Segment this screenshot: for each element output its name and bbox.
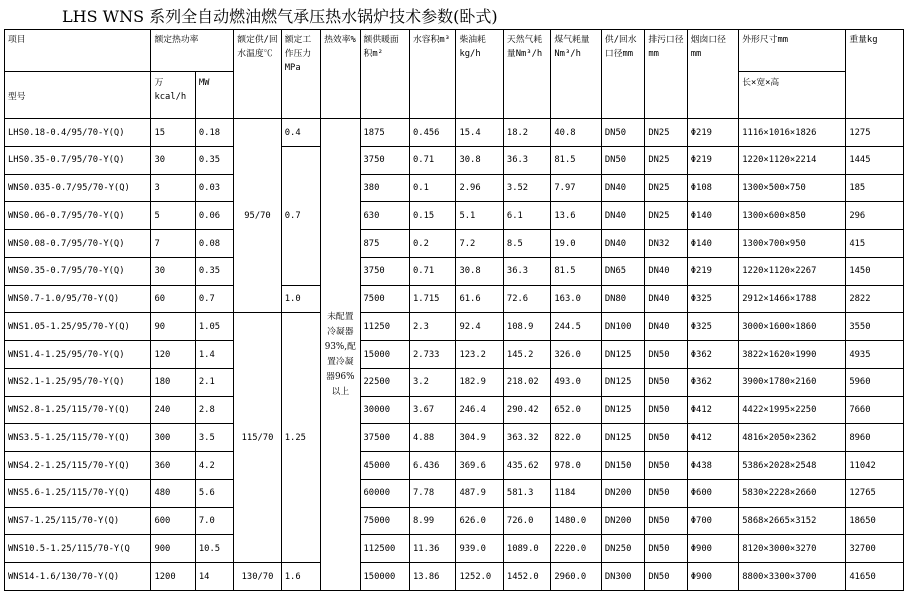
cell-wan: 15: [151, 119, 195, 147]
cell-flue: Φ219: [687, 146, 739, 174]
cell-wt: 1275: [846, 119, 904, 147]
cell-io: DN50: [601, 146, 644, 174]
cell-mw: 0.08: [195, 230, 233, 258]
cell-pressure: 1.25: [281, 313, 320, 563]
table-row: [5, 368, 904, 396]
cell-cg: 493.0: [551, 368, 602, 396]
cell-area: 150000: [360, 563, 409, 591]
cell-supply-temp: 95/70: [234, 119, 281, 313]
cell-oil: 15.4: [456, 119, 503, 147]
cell-area: 3750: [360, 257, 409, 285]
cell-wt: 4935: [846, 341, 904, 369]
cell-pressure: 1.0: [281, 285, 320, 313]
cell-mw: 0.18: [195, 119, 233, 147]
cell-dr: DN50: [645, 535, 687, 563]
cell-wan: 900: [151, 535, 195, 563]
cell-dr: DN40: [645, 257, 687, 285]
cell-vol: 2.733: [410, 341, 456, 369]
spec-table: [4, 29, 904, 591]
header-rated-heat: 额定热功率: [151, 30, 234, 72]
cell-wan: 30: [151, 146, 195, 174]
cell-cg: 1184: [551, 479, 602, 507]
cell-model: WNS0.06-0.7/95/70-Y(Q): [5, 202, 151, 230]
cell-flue: Φ600: [687, 479, 739, 507]
cell-mw: 0.03: [195, 174, 233, 202]
cell-model: WNS10.5-1.25/115/70-Y(Q: [5, 535, 151, 563]
header-inout-diameter: 供/回水口径mm: [601, 30, 644, 119]
cell-cg: 244.5: [551, 313, 602, 341]
cell-pressure: 0.4: [281, 119, 320, 147]
cell-model: WNS1.05-1.25/95/70-Y(Q): [5, 313, 151, 341]
header-natural-gas: 天然气耗量Nm³/h: [503, 30, 550, 119]
cell-dims: 3000×1600×1860: [739, 313, 846, 341]
cell-dr: DN50: [645, 479, 687, 507]
cell-area: 3750: [360, 146, 409, 174]
cell-model: LHS0.35-0.7/95/70-Y(Q): [5, 146, 151, 174]
cell-wan: 30: [151, 257, 195, 285]
cell-mw: 10.5: [195, 535, 233, 563]
cell-wan: 360: [151, 452, 195, 480]
header-pressure: 额定工作压力MPa: [281, 30, 320, 119]
table-row: [5, 341, 904, 369]
cell-io: DN250: [601, 535, 644, 563]
table-row: [5, 507, 904, 535]
cell-wt: 1445: [846, 146, 904, 174]
cell-oil: 5.1: [456, 202, 503, 230]
cell-ng: 218.02: [503, 368, 550, 396]
cell-wt: 11042: [846, 452, 904, 480]
cell-cg: 81.5: [551, 146, 602, 174]
cell-wt: 41650: [846, 563, 904, 591]
cell-io: DN65: [601, 257, 644, 285]
cell-mw: 1.4: [195, 341, 233, 369]
cell-vol: 0.71: [410, 257, 456, 285]
cell-wan: 300: [151, 424, 195, 452]
cell-io: DN40: [601, 230, 644, 258]
cell-vol: 2.3: [410, 313, 456, 341]
table-row: [5, 202, 904, 230]
cell-pressure: 0.7: [281, 146, 320, 285]
cell-ng: 36.3: [503, 146, 550, 174]
cell-wt: 185: [846, 174, 904, 202]
header-dimensions-sub: 长×宽×高: [739, 72, 846, 119]
cell-dr: DN32: [645, 230, 687, 258]
cell-dr: DN40: [645, 313, 687, 341]
cell-wan: 7: [151, 230, 195, 258]
cell-cg: 2960.0: [551, 563, 602, 591]
table-row: [5, 146, 904, 174]
header-diesel: 柴油耗 kg/h: [456, 30, 503, 119]
cell-ng: 1452.0: [503, 563, 550, 591]
cell-oil: 7.2: [456, 230, 503, 258]
cell-ng: 363.32: [503, 424, 550, 452]
cell-vol: 3.2: [410, 368, 456, 396]
cell-mw: 0.7: [195, 285, 233, 313]
cell-dr: DN25: [645, 174, 687, 202]
cell-io: DN40: [601, 174, 644, 202]
cell-wan: 240: [151, 396, 195, 424]
cell-dr: DN50: [645, 341, 687, 369]
table-row: [5, 424, 904, 452]
cell-oil: 1252.0: [456, 563, 503, 591]
cell-flue: Φ900: [687, 563, 739, 591]
cell-io: DN200: [601, 479, 644, 507]
cell-ng: 290.42: [503, 396, 550, 424]
table-row: [5, 174, 904, 202]
cell-io: DN40: [601, 202, 644, 230]
cell-vol: 4.88: [410, 424, 456, 452]
cell-dims: 8120×3000×3270: [739, 535, 846, 563]
table-row: [5, 535, 904, 563]
header-dimensions: 外形尺寸mm: [739, 30, 846, 72]
cell-io: DN125: [601, 341, 644, 369]
table-row: [5, 230, 904, 258]
cell-dims: 8800×3300×3700: [739, 563, 846, 591]
cell-cg: 81.5: [551, 257, 602, 285]
cell-model: WNS0.35-0.7/95/70-Y(Q): [5, 257, 151, 285]
cell-flue: Φ438: [687, 452, 739, 480]
cell-dr: DN25: [645, 146, 687, 174]
cell-flue: Φ700: [687, 507, 739, 535]
cell-model: WNS7-1.25/115/70-Y(Q): [5, 507, 151, 535]
cell-dims: 1300×700×950: [739, 230, 846, 258]
cell-dims: 5868×2665×3152: [739, 507, 846, 535]
cell-dims: 2912×1466×1788: [739, 285, 846, 313]
cell-cg: 7.97: [551, 174, 602, 202]
cell-ng: 1089.0: [503, 535, 550, 563]
cell-cg: 40.8: [551, 119, 602, 147]
cell-oil: 939.0: [456, 535, 503, 563]
header-heat-area: 额供暖面积m²: [360, 30, 409, 119]
cell-ng: 18.2: [503, 119, 550, 147]
cell-dr: DN50: [645, 452, 687, 480]
cell-dr: DN25: [645, 119, 687, 147]
cell-wt: 415: [846, 230, 904, 258]
cell-io: DN100: [601, 313, 644, 341]
cell-cg: 163.0: [551, 285, 602, 313]
cell-model: WNS2.1-1.25/95/70-Y(Q): [5, 368, 151, 396]
cell-vol: 0.456: [410, 119, 456, 147]
cell-mw: 2.8: [195, 396, 233, 424]
cell-wt: 18650: [846, 507, 904, 535]
cell-dr: DN50: [645, 368, 687, 396]
cell-dr: DN50: [645, 396, 687, 424]
cell-oil: 30.8: [456, 146, 503, 174]
cell-model: LHS0.18-0.4/95/70-Y(Q): [5, 119, 151, 147]
cell-ng: 108.9: [503, 313, 550, 341]
cell-supply-temp: 115/70: [234, 313, 281, 563]
cell-mw: 0.35: [195, 257, 233, 285]
cell-oil: 369.6: [456, 452, 503, 480]
cell-flue: Φ325: [687, 313, 739, 341]
cell-area: 60000: [360, 479, 409, 507]
cell-area: 15000: [360, 341, 409, 369]
cell-io: DN80: [601, 285, 644, 313]
cell-dims: 3900×1780×2160: [739, 368, 846, 396]
cell-flue: Φ108: [687, 174, 739, 202]
cell-vol: 1.715: [410, 285, 456, 313]
cell-wan: 1200: [151, 563, 195, 591]
header-drain-diameter: 排污口径mm: [645, 30, 687, 119]
header-unit-mw: MW: [195, 72, 233, 119]
cell-cg: 13.6: [551, 202, 602, 230]
cell-dr: DN50: [645, 563, 687, 591]
cell-mw: 5.6: [195, 479, 233, 507]
cell-oil: 487.9: [456, 479, 503, 507]
cell-cg: 822.0: [551, 424, 602, 452]
cell-ng: 435.62: [503, 452, 550, 480]
cell-oil: 246.4: [456, 396, 503, 424]
cell-ng: 3.52: [503, 174, 550, 202]
cell-area: 22500: [360, 368, 409, 396]
cell-vol: 0.2: [410, 230, 456, 258]
cell-wan: 600: [151, 507, 195, 535]
cell-mw: 0.06: [195, 202, 233, 230]
cell-dims: 1220×1120×2214: [739, 146, 846, 174]
cell-wt: 7660: [846, 396, 904, 424]
cell-area: 45000: [360, 452, 409, 480]
cell-dims: 1300×600×850: [739, 202, 846, 230]
cell-cg: 326.0: [551, 341, 602, 369]
cell-dims: 1300×500×750: [739, 174, 846, 202]
cell-ng: 72.6: [503, 285, 550, 313]
header-supply-temp: 额定供/回水温度℃: [234, 30, 281, 119]
cell-vol: 0.15: [410, 202, 456, 230]
page-title: LHS WNS 系列全自动燃油燃气承压热水锅炉技术参数(卧式): [62, 7, 498, 26]
cell-area: 380: [360, 174, 409, 202]
cell-flue: Φ219: [687, 119, 739, 147]
cell-dr: DN50: [645, 507, 687, 535]
cell-flue: Φ362: [687, 368, 739, 396]
cell-model: WNS5.6-1.25/115/70-Y(Q): [5, 479, 151, 507]
cell-io: DN125: [601, 424, 644, 452]
cell-vol: 8.99: [410, 507, 456, 535]
cell-wt: 5960: [846, 368, 904, 396]
cell-cg: 2220.0: [551, 535, 602, 563]
cell-supply-temp: 130/70: [234, 563, 281, 591]
cell-model: WNS1.4-1.25/95/70-Y(Q): [5, 341, 151, 369]
header-weight: 重量kg: [846, 30, 904, 119]
cell-vol: 11.36: [410, 535, 456, 563]
cell-io: DN50: [601, 119, 644, 147]
cell-ng: 581.3: [503, 479, 550, 507]
cell-mw: 1.05: [195, 313, 233, 341]
cell-oil: 30.8: [456, 257, 503, 285]
cell-area: 7500: [360, 285, 409, 313]
cell-wan: 120: [151, 341, 195, 369]
header-model: 型号: [5, 72, 151, 119]
cell-dims: 3822×1620×1990: [739, 341, 846, 369]
cell-ng: 726.0: [503, 507, 550, 535]
table-row: [5, 452, 904, 480]
cell-dims: 1220×1120×2267: [739, 257, 846, 285]
cell-wt: 32700: [846, 535, 904, 563]
cell-model: WNS2.8-1.25/115/70-Y(Q): [5, 396, 151, 424]
cell-wan: 5: [151, 202, 195, 230]
cell-oil: 304.9: [456, 424, 503, 452]
cell-mw: 7.0: [195, 507, 233, 535]
cell-wan: 480: [151, 479, 195, 507]
cell-area: 30000: [360, 396, 409, 424]
table-row: [5, 285, 904, 313]
table-row: [5, 257, 904, 285]
cell-model: WNS0.035-0.7/95/70-Y(Q): [5, 174, 151, 202]
table-row: [5, 396, 904, 424]
cell-model: WNS0.7-1.0/95/70-Y(Q): [5, 285, 151, 313]
cell-cg: 1480.0: [551, 507, 602, 535]
cell-dr: DN25: [645, 202, 687, 230]
cell-flue: Φ325: [687, 285, 739, 313]
cell-dims: 4816×2050×2362: [739, 424, 846, 452]
cell-oil: 2.96: [456, 174, 503, 202]
cell-flue: Φ412: [687, 396, 739, 424]
cell-wt: 2822: [846, 285, 904, 313]
cell-oil: 92.4: [456, 313, 503, 341]
cell-vol: 3.67: [410, 396, 456, 424]
cell-vol: 0.1: [410, 174, 456, 202]
cell-model: WNS0.08-0.7/95/70-Y(Q): [5, 230, 151, 258]
cell-area: 1875: [360, 119, 409, 147]
cell-ng: 8.5: [503, 230, 550, 258]
cell-area: 75000: [360, 507, 409, 535]
cell-mw: 0.35: [195, 146, 233, 174]
header-flue-diameter: 烟囱口径mm: [687, 30, 739, 119]
cell-io: DN125: [601, 368, 644, 396]
cell-cg: 978.0: [551, 452, 602, 480]
cell-vol: 7.78: [410, 479, 456, 507]
cell-oil: 182.9: [456, 368, 503, 396]
cell-io: DN300: [601, 563, 644, 591]
cell-oil: 61.6: [456, 285, 503, 313]
cell-area: 875: [360, 230, 409, 258]
cell-flue: Φ412: [687, 424, 739, 452]
cell-mw: 4.2: [195, 452, 233, 480]
table-row: [5, 563, 904, 591]
cell-io: DN125: [601, 396, 644, 424]
cell-area: 37500: [360, 424, 409, 452]
cell-vol: 0.71: [410, 146, 456, 174]
table-row: [5, 119, 904, 147]
cell-dims: 4422×1995×2250: [739, 396, 846, 424]
cell-vol: 6.436: [410, 452, 456, 480]
cell-wan: 60: [151, 285, 195, 313]
cell-oil: 626.0: [456, 507, 503, 535]
cell-efficiency: 未配置冷凝器93%,配置冷凝器96%以上: [321, 119, 360, 591]
cell-dims: 5386×2028×2548: [739, 452, 846, 480]
cell-io: DN200: [601, 507, 644, 535]
cell-mw: 3.5: [195, 424, 233, 452]
cell-wt: 1450: [846, 257, 904, 285]
cell-area: 112500: [360, 535, 409, 563]
header-water-volume: 水容积m³: [410, 30, 456, 119]
header-efficiency: 热效率%: [321, 30, 360, 119]
cell-wt: 12765: [846, 479, 904, 507]
cell-model: WNS14-1.6/130/70-Y(Q): [5, 563, 151, 591]
cell-flue: Φ900: [687, 535, 739, 563]
cell-flue: Φ140: [687, 230, 739, 258]
cell-dims: 5830×2228×2660: [739, 479, 846, 507]
cell-wt: 8960: [846, 424, 904, 452]
cell-wt: 296: [846, 202, 904, 230]
cell-ng: 36.3: [503, 257, 550, 285]
cell-flue: Φ140: [687, 202, 739, 230]
cell-wan: 180: [151, 368, 195, 396]
cell-wan: 90: [151, 313, 195, 341]
table-row: [5, 479, 904, 507]
cell-mw: 2.1: [195, 368, 233, 396]
header-coal-gas: 煤气耗量Nm³/h: [551, 30, 602, 119]
cell-flue: Φ362: [687, 341, 739, 369]
cell-area: 11250: [360, 313, 409, 341]
cell-area: 630: [360, 202, 409, 230]
cell-model: WNS3.5-1.25/115/70-Y(Q): [5, 424, 151, 452]
cell-dr: DN40: [645, 285, 687, 313]
cell-wt: 3550: [846, 313, 904, 341]
header-item: 项目: [5, 30, 151, 72]
cell-cg: 19.0: [551, 230, 602, 258]
cell-dims: 1116×1016×1826: [739, 119, 846, 147]
cell-mw: 14: [195, 563, 233, 591]
cell-oil: 123.2: [456, 341, 503, 369]
cell-ng: 145.2: [503, 341, 550, 369]
cell-io: DN150: [601, 452, 644, 480]
cell-ng: 6.1: [503, 202, 550, 230]
header-unit-wan: 万 kcal/h: [151, 72, 195, 119]
cell-pressure: 1.6: [281, 563, 320, 591]
cell-dr: DN50: [645, 424, 687, 452]
cell-wan: 3: [151, 174, 195, 202]
cell-vol: 13.86: [410, 563, 456, 591]
cell-cg: 652.0: [551, 396, 602, 424]
cell-model: WNS4.2-1.25/115/70-Y(Q): [5, 452, 151, 480]
cell-flue: Φ219: [687, 257, 739, 285]
table-row: [5, 313, 904, 341]
